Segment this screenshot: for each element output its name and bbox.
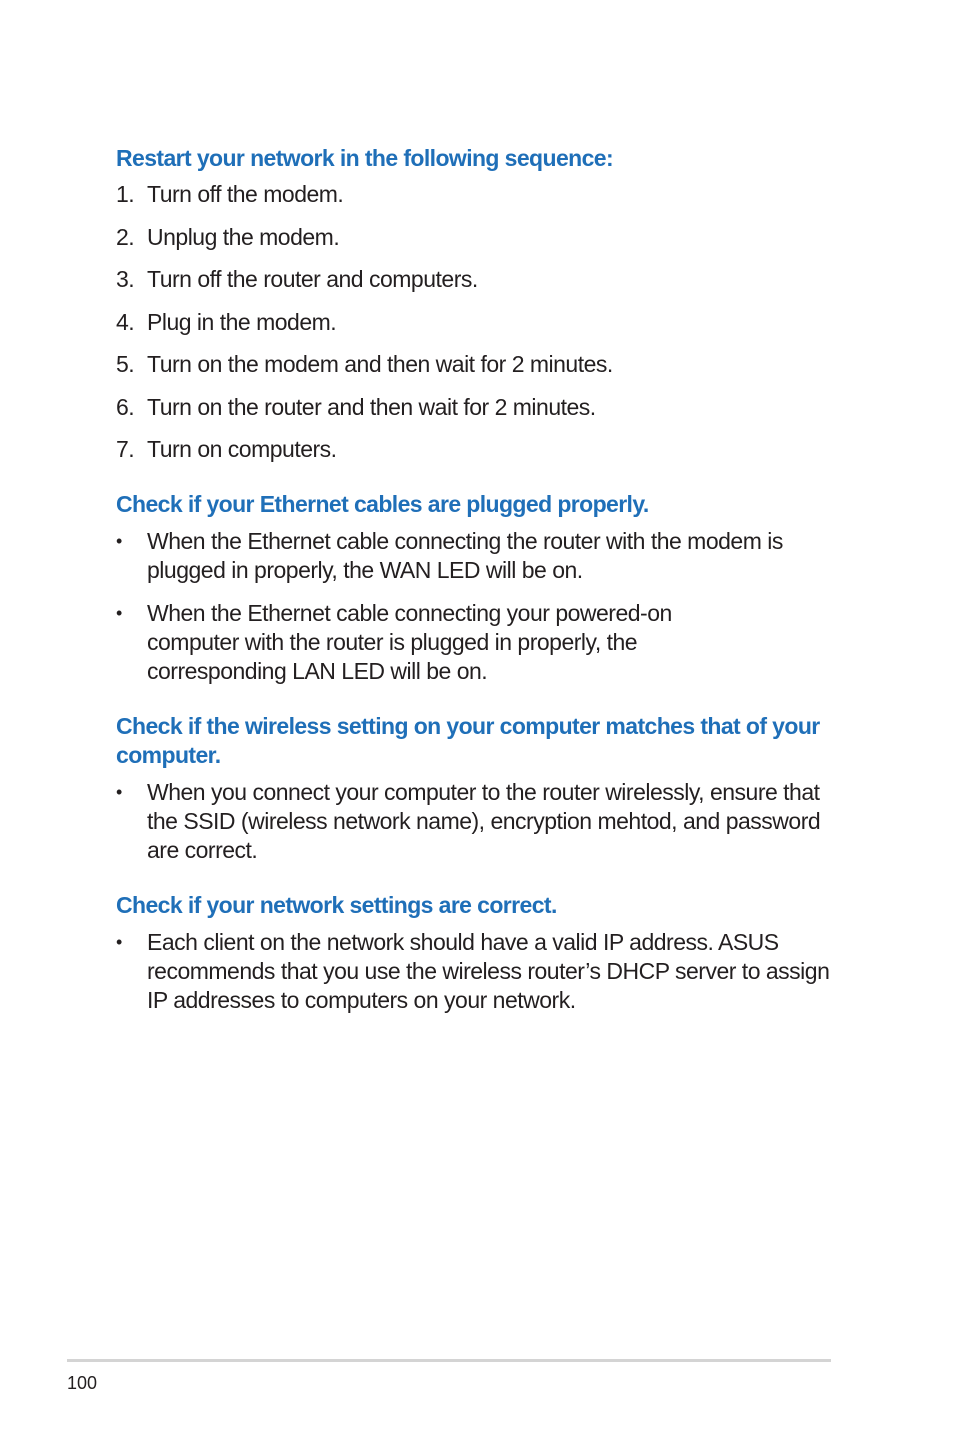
bullet-icon: • <box>116 932 122 952</box>
list-item <box>116 435 836 464</box>
list-item-text: Unplug the modem. <box>147 223 340 250</box>
list-item <box>116 393 836 422</box>
list-item <box>116 599 712 686</box>
list-item-text: Turn off the modem. <box>147 181 344 207</box>
list-number: 3. <box>116 266 135 292</box>
list-number: 6. <box>116 393 135 420</box>
ethernet-cables-list <box>116 527 836 686</box>
list-item-text: Turn off the router and computers. <box>147 266 478 292</box>
bullet-icon: • <box>116 531 122 551</box>
heading-network-settings: Check if your network settings are correct. <box>116 892 557 918</box>
list-number: 1. <box>116 181 135 207</box>
list-item <box>116 265 836 294</box>
wireless-setting-list <box>116 778 836 865</box>
heading-restart-network: Restart your network in the following sequence: <box>116 145 614 171</box>
list-item-text: When the Ethernet cable connecting the router with the modem is plugged in properly, the WAN LED will be on. <box>147 528 783 583</box>
bullet-icon: • <box>116 782 122 802</box>
list-item-text: Turn on the modem and then wait for 2 minutes. <box>147 351 613 377</box>
list-item <box>116 527 836 585</box>
network-settings-list <box>116 928 836 1015</box>
footer-divider <box>67 1359 831 1362</box>
list-item-text: Turn on the router and then wait for 2 minutes. <box>147 393 596 420</box>
heading-wireless-setting: Check if the wireless setting on your computer matches that of your computer. <box>116 713 820 768</box>
list-item-text: When you connect your computer to the router wirelessly, ensure that the SSID (wireless network name), encryption mehtod, and password are correct. <box>147 779 821 863</box>
document-body <box>116 144 836 1015</box>
list-number: 4. <box>116 308 135 335</box>
list-item <box>116 223 836 252</box>
list-number: 2. <box>116 223 135 250</box>
list-item <box>116 350 836 379</box>
list-item <box>116 928 836 1015</box>
list-item <box>116 308 836 337</box>
page-number: 100 <box>67 1373 98 1393</box>
list-item <box>116 180 836 209</box>
restart-sequence-list <box>116 180 836 464</box>
list-number: 7. <box>116 436 135 462</box>
list-item-text: Turn on computers. <box>147 436 337 462</box>
list-item <box>116 778 836 865</box>
bullet-icon: • <box>116 603 122 623</box>
list-item-text: Plug in the modem. <box>147 308 337 335</box>
list-item-text: Each client on the network should have a valid IP address. ASUS recommends that you use the wireless router’s DHCP server to assign IP addresses to computers on your network. <box>147 929 830 1013</box>
heading-ethernet-cables: Check if your Ethernet cables are plugged properly. <box>116 491 649 517</box>
list-item-text: When the Ethernet cable connecting your powered-on computer with the router is plugged in properly, the corresponding LAN LED will be on. <box>147 600 672 684</box>
list-number: 5. <box>116 351 135 377</box>
